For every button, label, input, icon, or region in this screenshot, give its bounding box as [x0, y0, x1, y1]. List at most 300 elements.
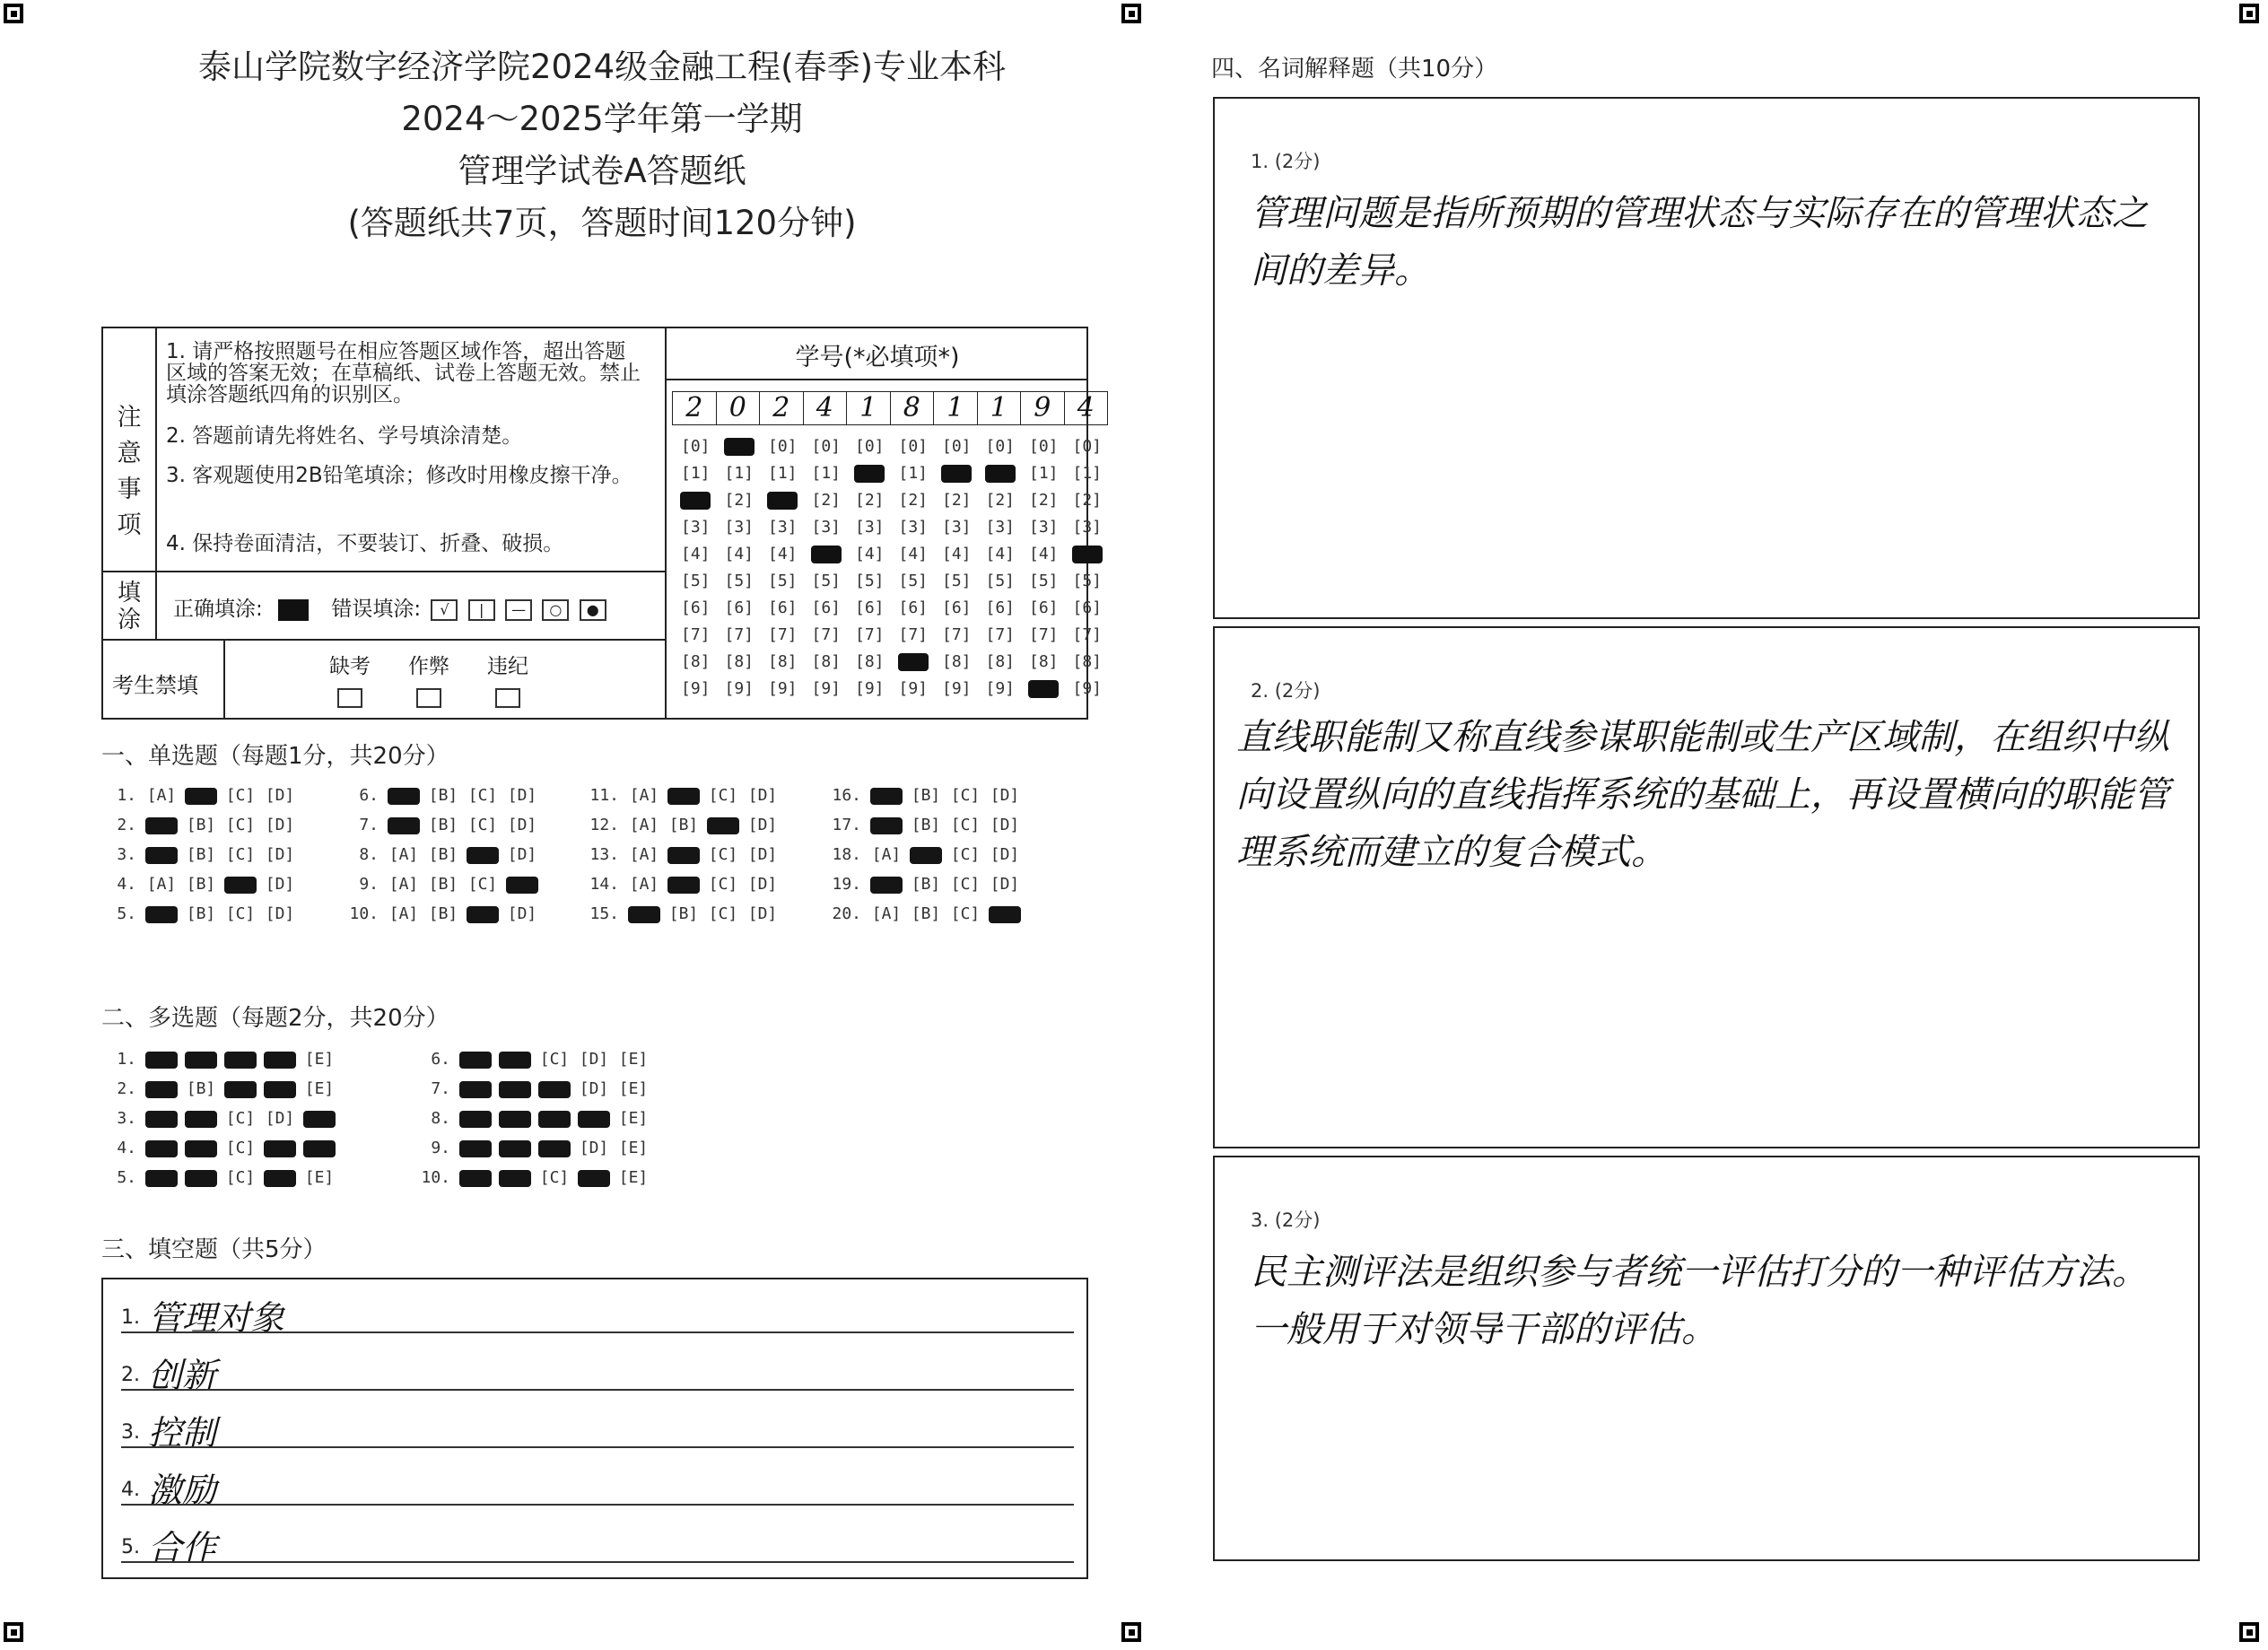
id-bubble[interactable]: [1] — [811, 464, 841, 483]
option-bubble[interactable]: [C] — [950, 786, 981, 805]
option-bubble-filled[interactable] — [535, 1109, 574, 1128]
info-table — [101, 327, 1102, 720]
option-bubble-filled[interactable] — [142, 1050, 181, 1069]
option-bubble-filled[interactable] — [535, 1139, 574, 1157]
filled-mark — [145, 906, 178, 923]
id-bubble[interactable]: [1] — [680, 464, 711, 483]
option-bubble[interactable]: [C] — [950, 904, 981, 923]
question-number: 15. — [589, 904, 619, 923]
id-digit: 1 — [978, 392, 1022, 424]
id-bubble[interactable]: [8] — [724, 652, 754, 671]
id-bubble[interactable] — [848, 461, 892, 486]
option-bubble[interactable]: [B] — [428, 786, 458, 805]
multi-choice-item — [418, 1050, 653, 1069]
question-number: 10. — [349, 904, 379, 923]
option-bubble[interactable]: [E] — [618, 1168, 649, 1187]
blank-answer-3: 控制 — [148, 1413, 217, 1453]
id-bubble[interactable]: [0] — [1072, 437, 1102, 456]
option-bubble[interactable]: [C] — [467, 786, 498, 805]
option-bubble[interactable]: [B] — [668, 816, 699, 834]
id-bubble[interactable] — [1022, 677, 1066, 702]
id-bubble-filled — [1072, 546, 1103, 563]
id-bubble[interactable]: [3] — [811, 518, 841, 537]
id-bubble[interactable]: [9] — [985, 679, 1015, 698]
filled-mark — [145, 1140, 178, 1157]
option-bubble[interactable]: [D] — [265, 904, 295, 923]
id-bubble[interactable]: [3] — [1072, 518, 1102, 537]
question-number: 19. — [832, 875, 861, 894]
option-bubble-filled[interactable] — [985, 904, 1025, 923]
id-bubble[interactable]: [5] — [985, 572, 1015, 590]
option-bubble[interactable]: [D] — [265, 816, 295, 834]
id-bubble[interactable] — [935, 461, 979, 486]
wrong-mark-circle: ○ — [542, 599, 569, 621]
option-bubble[interactable]: [A] — [388, 875, 419, 894]
forbidden-absent-box — [337, 688, 362, 708]
wrong-mark-bar: | — [468, 599, 495, 621]
corner-mark-top-right — [2239, 4, 2259, 23]
id-bubble[interactable]: [1] — [898, 464, 928, 483]
filled-mark — [264, 1052, 296, 1069]
question-number: 9. — [431, 1139, 450, 1157]
option-bubble[interactable]: [D] — [990, 816, 1020, 834]
option-bubble[interactable]: [A] — [871, 904, 902, 923]
header-line-2: 2024～2025学年第一学期 — [401, 100, 803, 138]
id-bubble[interactable]: [8] — [985, 652, 1015, 671]
option-bubble-filled[interactable] — [574, 1168, 614, 1187]
option-bubble[interactable]: [C] — [708, 904, 738, 923]
id-bubble[interactable] — [761, 488, 805, 513]
option-bubble-filled[interactable] — [221, 1050, 260, 1069]
forbidden-absent — [329, 650, 371, 708]
option-bubble-filled[interactable] — [260, 1168, 300, 1187]
option-bubble[interactable]: [D] — [265, 845, 295, 864]
option-bubble[interactable]: [C] — [225, 786, 256, 805]
question-number: 4. — [117, 1139, 136, 1157]
id-bubble[interactable]: [9] — [898, 679, 928, 698]
option-bubble[interactable]: [A] — [388, 904, 419, 923]
wrong-mark-dash: — — [505, 599, 532, 621]
blank-answer-5: 合作 — [148, 1528, 217, 1567]
filled-mark — [467, 847, 499, 864]
id-bubble[interactable]: [8] — [767, 652, 798, 671]
option-bubble-filled[interactable] — [142, 1139, 181, 1157]
id-bubble[interactable]: [5] — [811, 572, 841, 590]
option-bubble-filled[interactable] — [142, 1109, 181, 1128]
option-bubble[interactable]: [D] — [747, 904, 778, 923]
id-bubble[interactable]: [6] — [811, 598, 841, 617]
option-bubble-filled[interactable] — [221, 1079, 260, 1098]
id-bubble[interactable]: [7] — [1028, 625, 1059, 644]
option-bubble[interactable]: [E] — [618, 1079, 649, 1098]
id-bubble[interactable]: [7] — [680, 625, 711, 644]
id-bubble[interactable]: [9] — [767, 679, 798, 698]
option-bubble[interactable]: [D] — [507, 904, 537, 923]
id-bubble[interactable]: [6] — [724, 598, 754, 617]
single-choice-item — [346, 904, 542, 923]
filled-mark — [667, 847, 700, 864]
option-bubble[interactable]: [E] — [304, 1079, 335, 1098]
option-bubble[interactable]: [D] — [990, 845, 1020, 864]
option-bubble[interactable]: [C] — [950, 816, 981, 834]
id-bubble[interactable]: [6] — [985, 598, 1015, 617]
option-bubble[interactable]: [C] — [225, 904, 256, 923]
id-bubble[interactable]: [6] — [1072, 598, 1102, 617]
option-bubble-filled[interactable] — [495, 1050, 535, 1069]
option-bubble-filled[interactable] — [624, 904, 664, 923]
option-bubble[interactable]: [D] — [265, 786, 295, 805]
id-bubble[interactable]: [8] — [854, 652, 885, 671]
option-bubble[interactable]: [B] — [186, 845, 216, 864]
id-bubble[interactable]: [2] — [1028, 491, 1059, 510]
option-bubble[interactable]: [D] — [747, 875, 778, 894]
id-bubble[interactable]: [5] — [680, 572, 711, 590]
option-bubble[interactable]: [B] — [428, 875, 458, 894]
option-bubble-filled[interactable] — [495, 1109, 535, 1128]
id-bubble[interactable] — [718, 434, 762, 459]
id-bubble[interactable]: [8] — [941, 652, 972, 671]
option-bubble[interactable]: [D] — [747, 816, 778, 834]
filled-mark — [870, 788, 903, 805]
id-bubble[interactable]: [5] — [898, 572, 928, 590]
notice-item-3: 3. 客观题使用2B铅笔填涂；修改时用橡皮擦干净。 — [166, 464, 632, 487]
id-bubble[interactable]: [4] — [854, 545, 885, 563]
option-bubble[interactable]: [C] — [225, 1168, 256, 1187]
id-bubble[interactable]: [8] — [1072, 652, 1102, 671]
option-bubble-filled[interactable] — [456, 1109, 495, 1128]
id-bubble[interactable]: [3] — [724, 518, 754, 537]
id-bubble[interactable]: [0] — [1028, 437, 1059, 456]
option-bubble[interactable]: [B] — [186, 904, 216, 923]
forbidden-cheat-label: 作弊 — [408, 655, 449, 678]
option-bubble-filled[interactable] — [456, 1079, 495, 1098]
option-bubble[interactable]: [C] — [950, 845, 981, 864]
option-bubble-filled[interactable] — [384, 786, 423, 805]
id-bubble[interactable]: [8] — [680, 652, 711, 671]
option-bubble-filled[interactable] — [703, 816, 743, 834]
option-bubble[interactable]: [D] — [507, 786, 537, 805]
option-bubble[interactable]: [C] — [539, 1050, 570, 1069]
option-bubble[interactable]: [A] — [871, 845, 902, 864]
option-bubble[interactable]: [D] — [747, 845, 778, 864]
option-bubble[interactable]: [B] — [428, 904, 458, 923]
id-bubble[interactable]: [9] — [1072, 679, 1102, 698]
id-bubble[interactable]: [7] — [1072, 625, 1102, 644]
option-bubble-filled[interactable] — [906, 845, 946, 864]
option-bubble[interactable]: [B] — [186, 1079, 216, 1098]
option-bubble[interactable]: [A] — [146, 875, 177, 894]
id-bubble[interactable]: [0] — [985, 437, 1015, 456]
id-bubble[interactable]: [4] — [724, 545, 754, 563]
id-bubble[interactable]: [6] — [767, 598, 798, 617]
option-bubble[interactable]: [B] — [428, 816, 458, 834]
id-bubble[interactable]: [5] — [767, 572, 798, 590]
option-bubble[interactable]: [E] — [618, 1050, 649, 1069]
option-bubble[interactable]: [A] — [146, 786, 177, 805]
filled-mark — [303, 1111, 336, 1128]
id-bubble[interactable]: [0] — [680, 437, 711, 456]
blank-answer-1: 管理对象 — [148, 1298, 285, 1338]
id-bubble[interactable]: [7] — [854, 625, 885, 644]
option-bubble[interactable]: [D] — [579, 1050, 609, 1069]
id-bubble[interactable]: [9] — [680, 679, 711, 698]
filled-mark — [538, 1140, 571, 1157]
id-bubble-filled — [1028, 680, 1059, 698]
option-bubble-filled[interactable] — [456, 1050, 495, 1069]
option-bubble[interactable]: [D] — [507, 845, 537, 864]
option-bubble[interactable]: [C] — [225, 1109, 256, 1128]
id-bubble-row — [674, 515, 1109, 542]
id-bubble[interactable]: [9] — [941, 679, 972, 698]
option-bubble-filled[interactable] — [142, 816, 181, 834]
option-bubble[interactable]: [D] — [579, 1139, 609, 1157]
id-bubble[interactable]: [6] — [680, 598, 711, 617]
question-number: 14. — [589, 875, 619, 894]
filled-mark — [264, 1140, 296, 1157]
single-choice-item — [104, 875, 300, 894]
option-bubble[interactable]: [A] — [629, 816, 659, 834]
option-bubble[interactable]: [D] — [265, 1109, 295, 1128]
option-bubble[interactable]: [C] — [467, 816, 498, 834]
option-bubble[interactable]: [C] — [708, 845, 738, 864]
id-bubble[interactable]: [4] — [680, 545, 711, 563]
id-bubble[interactable] — [1066, 542, 1110, 567]
id-bubble[interactable]: [2] — [854, 491, 885, 510]
option-bubble-filled[interactable] — [867, 816, 906, 834]
id-bubble[interactable]: [2] — [724, 491, 754, 510]
option-bubble[interactable]: [A] — [629, 786, 659, 805]
option-bubble[interactable]: [E] — [304, 1168, 335, 1187]
filled-mark — [224, 1052, 257, 1069]
id-bubble[interactable]: [5] — [1072, 572, 1102, 590]
id-bubble[interactable]: [6] — [854, 598, 885, 617]
option-bubble-filled[interactable] — [574, 1109, 614, 1128]
question-number: 5. — [117, 904, 136, 923]
option-bubble[interactable]: [A] — [629, 875, 659, 894]
student-id-title: 学号(*必填项*) — [795, 344, 960, 371]
id-bubble[interactable]: [1] — [1072, 464, 1102, 483]
question-number: 4. — [117, 875, 136, 894]
id-bubble[interactable]: [8] — [811, 652, 841, 671]
option-bubble[interactable]: [C] — [539, 1168, 570, 1187]
single-choice-item — [104, 786, 300, 805]
fill-blank-box — [101, 1278, 1088, 1579]
option-bubble[interactable]: [A] — [629, 845, 659, 864]
id-bubble[interactable]: [1] — [767, 464, 798, 483]
id-bubble[interactable] — [805, 542, 849, 567]
blank-answer-4: 激励 — [148, 1471, 217, 1510]
id-bubble[interactable]: [0] — [854, 437, 885, 456]
option-bubble[interactable]: [C] — [708, 875, 738, 894]
id-bubble[interactable]: [1] — [1028, 464, 1059, 483]
filled-mark — [185, 1140, 217, 1157]
id-bubble[interactable]: [9] — [854, 679, 885, 698]
single-choice-item — [104, 904, 300, 923]
option-bubble-filled[interactable] — [300, 1139, 339, 1157]
option-bubble[interactable]: [A] — [388, 845, 419, 864]
filled-mark — [467, 906, 499, 923]
id-bubble[interactable]: [9] — [811, 679, 841, 698]
option-bubble-filled[interactable] — [535, 1079, 574, 1098]
option-bubble[interactable]: [B] — [911, 786, 941, 805]
question-number: 6. — [431, 1050, 450, 1069]
notice-item-2: 2. 答题前请先将姓名、学号填涂清楚。 — [166, 424, 523, 448]
option-bubble[interactable]: [C] — [225, 816, 256, 834]
filled-mark — [185, 1170, 217, 1187]
id-bubble[interactable]: [4] — [767, 545, 798, 563]
option-bubble-filled[interactable] — [867, 786, 906, 805]
id-bubble[interactable]: [3] — [680, 518, 711, 537]
id-bubble-filled — [985, 465, 1016, 483]
option-bubble[interactable]: [E] — [304, 1050, 335, 1069]
id-bubble[interactable]: [6] — [898, 598, 928, 617]
option-bubble[interactable]: [C] — [225, 1139, 256, 1157]
id-bubble[interactable]: [0] — [898, 437, 928, 456]
id-bubble[interactable] — [979, 461, 1023, 486]
option-bubble-filled[interactable] — [221, 875, 260, 894]
option-bubble[interactable]: [B] — [186, 816, 216, 834]
option-bubble[interactable]: [C] — [708, 786, 738, 805]
option-bubble[interactable]: [B] — [911, 875, 941, 894]
option-bubble[interactable]: [E] — [618, 1139, 649, 1157]
option-bubble-filled[interactable] — [181, 1050, 221, 1069]
forbidden-violation — [487, 650, 528, 708]
id-bubble[interactable]: [7] — [724, 625, 754, 644]
option-bubble-filled[interactable] — [181, 1109, 221, 1128]
option-bubble[interactable]: [C] — [467, 875, 498, 894]
id-bubble[interactable]: [2] — [898, 491, 928, 510]
option-bubble[interactable]: [D] — [265, 875, 295, 894]
id-bubble[interactable]: [0] — [767, 437, 798, 456]
option-bubble[interactable]: [B] — [186, 875, 216, 894]
multi-choice-item — [418, 1139, 653, 1157]
id-bubble[interactable]: [8] — [1028, 652, 1059, 671]
id-digit: 1 — [847, 392, 891, 424]
option-bubble[interactable]: [D] — [579, 1079, 609, 1098]
option-bubble-filled[interactable] — [300, 1109, 339, 1128]
id-bubble[interactable] — [892, 650, 936, 675]
id-bubble[interactable]: [7] — [985, 625, 1015, 644]
filled-mark — [264, 1081, 296, 1098]
option-bubble-filled[interactable] — [456, 1139, 495, 1157]
filled-mark — [459, 1081, 492, 1098]
option-bubble[interactable]: [E] — [618, 1109, 649, 1128]
filled-mark — [145, 1081, 178, 1098]
id-bubble[interactable]: [3] — [854, 518, 885, 537]
option-bubble[interactable]: [D] — [990, 786, 1020, 805]
option-bubble-filled[interactable] — [384, 816, 423, 834]
option-bubble[interactable]: [D] — [990, 875, 1020, 894]
forbidden-absent-label: 缺考 — [329, 655, 371, 678]
option-bubble[interactable]: [D] — [507, 816, 537, 834]
option-bubble[interactable]: [C] — [950, 875, 981, 894]
corner-mark-bottom-middle — [1121, 1622, 1141, 1642]
id-bubble[interactable]: [2] — [941, 491, 972, 510]
question-number: 17. — [832, 816, 861, 834]
id-bubble[interactable]: [3] — [898, 518, 928, 537]
id-bubble[interactable]: [3] — [767, 518, 798, 537]
option-bubble[interactable]: [D] — [747, 786, 778, 805]
id-bubble[interactable]: [2] — [811, 491, 841, 510]
option-bubble-filled[interactable] — [142, 1168, 181, 1187]
single-choice-item — [104, 845, 300, 864]
option-bubble-filled[interactable] — [664, 786, 703, 805]
id-bubble[interactable]: [7] — [898, 625, 928, 644]
option-bubble-filled[interactable] — [463, 845, 502, 864]
id-bubble[interactable]: [0] — [941, 437, 972, 456]
filled-mark — [224, 877, 257, 894]
id-bubble[interactable]: [4] — [985, 545, 1015, 563]
id-digit: 4 — [804, 392, 848, 424]
option-bubble-filled[interactable] — [181, 1139, 221, 1157]
id-bubble[interactable]: [6] — [1028, 598, 1059, 617]
id-bubble[interactable]: [5] — [854, 572, 885, 590]
id-bubble[interactable]: [4] — [941, 545, 972, 563]
filled-mark — [185, 1052, 217, 1069]
option-bubble[interactable]: [B] — [911, 816, 941, 834]
option-bubble-filled[interactable] — [867, 875, 906, 894]
option-bubble-filled[interactable] — [502, 875, 542, 894]
filled-mark — [989, 906, 1021, 923]
id-bubble[interactable]: [2] — [1072, 491, 1102, 510]
option-bubble[interactable]: [B] — [668, 904, 699, 923]
option-bubble-filled[interactable] — [664, 875, 703, 894]
id-bubble[interactable]: [3] — [985, 518, 1015, 537]
filled-mark — [303, 1140, 336, 1157]
single-choice-item — [829, 845, 1025, 864]
option-bubble[interactable]: [B] — [428, 845, 458, 864]
option-bubble-filled[interactable] — [142, 1079, 181, 1098]
id-bubble[interactable]: [0] — [811, 437, 841, 456]
id-bubble[interactable] — [674, 488, 718, 513]
filled-mark — [499, 1140, 531, 1157]
id-bubble[interactable]: [9] — [724, 679, 754, 698]
id-bubble[interactable]: [7] — [811, 625, 841, 644]
id-digit: 0 — [717, 392, 761, 424]
id-bubble[interactable]: [6] — [941, 598, 972, 617]
option-bubble-filled[interactable] — [456, 1168, 495, 1187]
option-bubble-filled[interactable] — [142, 845, 181, 864]
id-bubble[interactable]: [5] — [1028, 572, 1059, 590]
id-bubble[interactable]: [5] — [941, 572, 972, 590]
option-bubble[interactable]: [C] — [225, 845, 256, 864]
single-choice-item — [829, 904, 1025, 923]
option-bubble-filled[interactable] — [260, 1079, 300, 1098]
option-bubble-filled[interactable] — [495, 1139, 535, 1157]
id-bubble[interactable]: [1] — [724, 464, 754, 483]
option-bubble-filled[interactable] — [495, 1168, 535, 1187]
id-bubble[interactable]: [3] — [1028, 518, 1059, 537]
option-bubble-filled[interactable] — [260, 1139, 300, 1157]
question-number: 12. — [589, 816, 619, 834]
id-bubble[interactable]: [2] — [985, 491, 1015, 510]
option-bubble-filled[interactable] — [181, 1168, 221, 1187]
option-bubble-filled[interactable] — [142, 904, 181, 923]
id-bubble[interactable]: [4] — [898, 545, 928, 563]
option-bubble-filled[interactable] — [495, 1079, 535, 1098]
option-bubble[interactable]: [B] — [911, 904, 941, 923]
question-number: 13. — [589, 845, 619, 864]
option-bubble-filled[interactable] — [181, 786, 221, 805]
id-bubble[interactable]: [3] — [941, 518, 972, 537]
id-bubble[interactable]: [4] — [1028, 545, 1059, 563]
option-bubble-filled[interactable] — [463, 904, 502, 923]
option-bubble-filled[interactable] — [260, 1050, 300, 1069]
id-bubble[interactable]: [7] — [767, 625, 798, 644]
id-bubble[interactable]: [5] — [724, 572, 754, 590]
option-bubble-filled[interactable] — [664, 845, 703, 864]
id-bubble[interactable]: [7] — [941, 625, 972, 644]
